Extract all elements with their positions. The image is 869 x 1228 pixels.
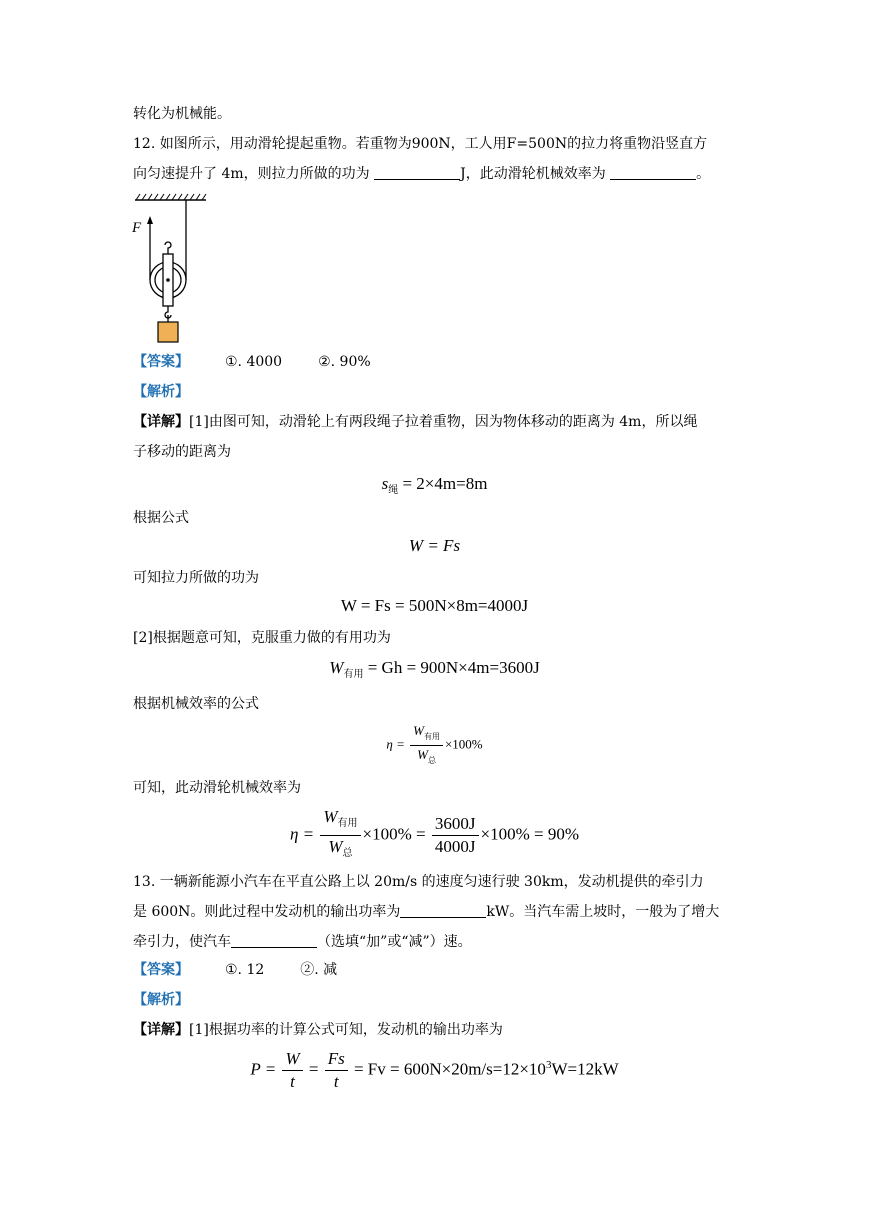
frac-num: W [323, 807, 338, 826]
eq-subscript: 有用 [343, 669, 364, 680]
eq-tail: ×100% = 90% [480, 824, 580, 844]
equation-power [0, 1048, 869, 1093]
answer-12-1: ①. 4000 [225, 354, 283, 370]
eq-equals: = [304, 1059, 323, 1079]
detail-12-line1 [133, 412, 697, 432]
frac-num: W [282, 1048, 302, 1071]
eq-tail2: W=12kW [551, 1059, 619, 1079]
weight-box [158, 322, 178, 342]
answer-blank[interactable] [231, 933, 317, 948]
frac-den-sub: 总 [427, 756, 436, 765]
equation-efficiency-value [0, 806, 869, 865]
fraction [282, 1048, 302, 1093]
answer-13-2: ②. 减 [300, 962, 338, 978]
q13-text-a: 是 600N。则此过程中发动机的输出功率为 [133, 904, 401, 920]
text-line: 可知，此动滑轮机械效率为 [133, 780, 301, 796]
q13-text-d: （选填“加”或“减”）速。 [317, 934, 472, 950]
answer-13-1: ①. 12 [225, 962, 265, 978]
eq-symbol: s [381, 474, 389, 493]
fraction [432, 813, 479, 858]
detail-text: [1]根据功率的计算公式可知，发动机的输出功率为 [189, 1022, 503, 1038]
equation-work-formula: W = Fs [408, 536, 461, 555]
top-hook [165, 242, 171, 254]
eq-p: P = [250, 1059, 281, 1079]
answer-blank[interactable] [400, 903, 486, 918]
eq-tail: = Fv = 600N×20m/s=12×10 [349, 1059, 546, 1079]
eq-symbol: W [329, 658, 344, 677]
answer-blank[interactable] [610, 165, 696, 180]
frac-num: Fs [325, 1048, 348, 1071]
answer-tag: 【答案】 [133, 354, 189, 370]
answer-tag: 【答案】 [133, 962, 189, 978]
q12-text-a: 向匀速提升了 4m，则拉力所做的功为 [133, 166, 375, 182]
q12-text-c: 。 [696, 166, 711, 182]
pulley-figure [130, 192, 210, 347]
fraction [325, 1048, 348, 1093]
question-13-line3 [133, 932, 472, 952]
frac-den-sub: 总 [342, 848, 353, 859]
answer-12 [133, 352, 371, 372]
equation-rope-distance [0, 474, 869, 496]
text-line: 转化为机械能。 [133, 106, 231, 122]
eq-rhs: = Gh = 900N×4m=3600J [363, 658, 540, 677]
text-line: 根据公式 [133, 510, 189, 526]
detail-text: [1]由图可知，动滑轮上有两段绳子拉着重物，因为物体移动的距离为 4m，所以绳 [189, 414, 698, 430]
text-line: 根据机械效率的公式 [133, 696, 259, 712]
frac-num: W [413, 723, 424, 738]
force-arrow [147, 216, 153, 224]
question-12-line2 [133, 164, 710, 184]
q13-text-c: 牵引力，使汽车 [133, 934, 231, 950]
question-13-line2 [133, 902, 719, 922]
text-line: 可知拉力所做的功为 [133, 570, 259, 586]
frac-den: W [328, 837, 343, 856]
detail-12-line2: 子移动的距离为 [133, 444, 231, 460]
eq-rhs: = 2×4m=8m [398, 474, 488, 493]
pulley-axle [166, 278, 170, 282]
q13-text-b: kW。当汽车需上坡时，一般为了增大 [486, 904, 720, 920]
frac-den: W [417, 747, 428, 762]
eq-subscript: 绳 [388, 485, 399, 496]
answer-12-2: ②. 90% [318, 354, 371, 370]
equation-efficiency-formula [0, 722, 869, 769]
fraction [320, 806, 360, 865]
question-13-line1: 13. 一辆新能源小汽车在平直公路上以 20m/s 的速度匀速行驶 30km，发动机提供的牵引力 [133, 874, 704, 890]
eq-eta: η = [289, 824, 319, 844]
analysis-tag: 【解析】 [133, 384, 189, 400]
q12-text-b: J，此动滑轮机械效率为 [460, 166, 611, 182]
force-label: F [132, 220, 142, 236]
eq-tail: ×100% [444, 736, 483, 752]
detail-tag: 【详解】 [133, 1022, 189, 1038]
eq-mid: ×100% = [362, 824, 430, 844]
frac-den: t [333, 1072, 339, 1091]
ceiling-hatch [136, 194, 206, 200]
answer-blank[interactable] [374, 165, 460, 180]
frac-num: 3600J [432, 813, 479, 836]
frac-num-sub: 有用 [337, 818, 358, 829]
frac-den: t [290, 1072, 295, 1091]
equation-work-value: W = Fs = 500N×8m=4000J [340, 596, 529, 615]
question-12-line1: 12. 如图所示，用动滑轮提起重物。若重物为900N，工人用F=500N的拉力将重物沿竖直方 [133, 136, 708, 152]
eq-exponent: 3 [545, 1058, 552, 1071]
analysis-tag: 【解析】 [133, 992, 189, 1008]
eq-eta: η = [386, 736, 409, 752]
answer-13 [133, 960, 337, 980]
detail-13-line1 [133, 1020, 503, 1040]
fraction [410, 722, 443, 769]
equation-useful-work [0, 658, 869, 680]
detail-tag: 【详解】 [133, 414, 189, 430]
frac-den: 4000J [434, 837, 476, 856]
detail-12-part2: [2]根据题意可知，克服重力做的有用功为 [133, 630, 391, 646]
frac-num-sub: 有用 [423, 732, 440, 741]
